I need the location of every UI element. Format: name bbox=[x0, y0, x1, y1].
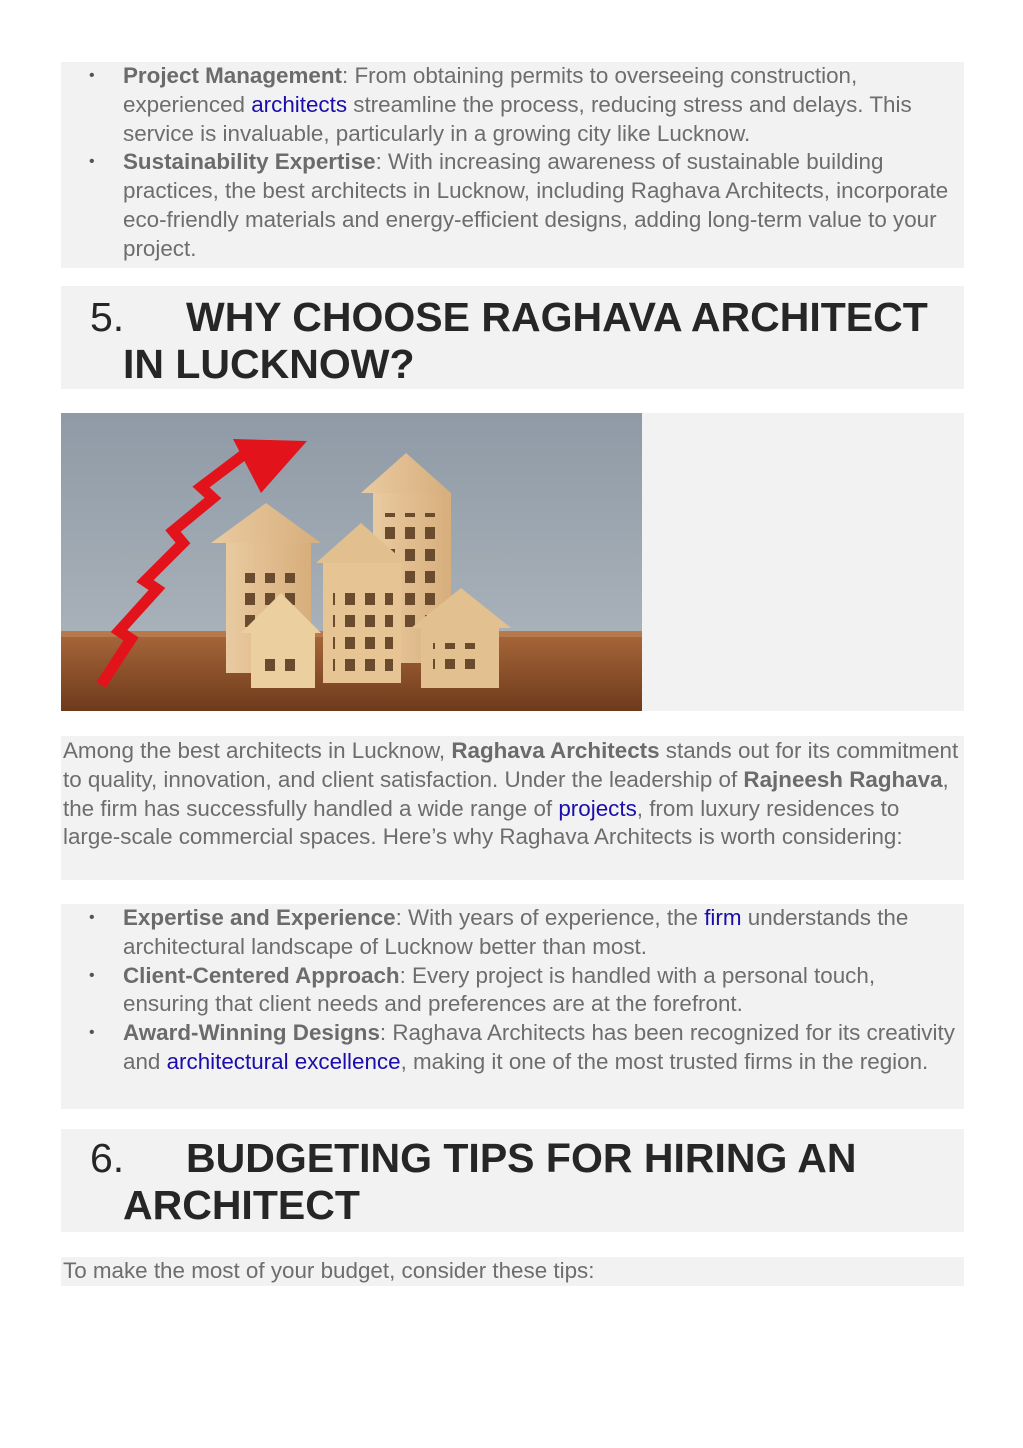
list-item bbox=[61, 62, 964, 148]
bullet-list bbox=[61, 62, 964, 264]
intro-text: , the firm has successfully handled a wide range of bbox=[63, 766, 949, 821]
section-heading bbox=[61, 286, 964, 388]
intro-paragraph bbox=[61, 736, 964, 852]
intro-text: stands out for its commitment to quality, innovation, and client satisfaction. Under the leadership of bbox=[63, 738, 959, 792]
heading-number: 5. bbox=[90, 294, 125, 340]
bullet-icon: • bbox=[89, 153, 95, 171]
bullet-icon: • bbox=[89, 966, 95, 984]
firm-link[interactable]: firm bbox=[704, 905, 742, 930]
bullet-text: : With increasing awareness of sustainable building practices, the best architects in Lucknow, including Raghava Architects, incorporate eco-friendly materials and energy-efficient designs, adding long-term value to your project. bbox=[123, 149, 949, 261]
bullet-text: understands the architectural landscape of Lucknow better than most. bbox=[123, 905, 909, 959]
list-item bbox=[61, 904, 964, 962]
projects-link[interactable]: projects bbox=[558, 795, 637, 821]
list-item bbox=[61, 1019, 964, 1077]
list-item bbox=[61, 148, 964, 263]
section5-bullets-band bbox=[61, 904, 964, 1109]
bullet-text: streamline the process, reducing stress and delays. This service is invaluable, particularly in a growing city like Lucknow. bbox=[123, 91, 912, 146]
heading6-band bbox=[61, 1129, 964, 1232]
intro-text: , from luxury residences to large-scale commercial spaces. Here’s why Raghava Architects is worth considering: bbox=[63, 795, 903, 850]
bullet-icon: • bbox=[89, 1024, 95, 1042]
bullet-title: Project Management bbox=[123, 63, 342, 88]
heading-number: 6. bbox=[90, 1135, 125, 1181]
bullet-title: Award-Winning Designs bbox=[123, 1020, 380, 1046]
list-item bbox=[61, 962, 964, 1020]
bullet-title: Sustainability Expertise bbox=[123, 149, 376, 175]
heading5-band bbox=[61, 286, 964, 389]
bullet-title: Client-Centered Approach bbox=[123, 962, 400, 988]
wooden-houses-growth-photo bbox=[61, 413, 642, 711]
section-heading bbox=[61, 1129, 964, 1229]
intro-band bbox=[61, 736, 964, 880]
leader-name: Rajneesh Raghava bbox=[743, 766, 943, 792]
bullet-list bbox=[61, 904, 964, 1077]
bullet-text: : From obtaining permits to overseeing construction, experienced bbox=[123, 63, 858, 117]
architects-link[interactable]: architects bbox=[251, 91, 348, 117]
bullet-text: : Raghava Architects has been recognized for its creativity and bbox=[123, 1020, 955, 1074]
intro-text: Among the best architects in Lucknow, bbox=[63, 738, 452, 763]
outro-paragraph: To make the most of your budget, consider these tips: bbox=[63, 1258, 595, 1283]
bullet-title: Expertise and Experience bbox=[123, 905, 396, 930]
bullet-icon: • bbox=[89, 909, 95, 926]
bullet-icon: • bbox=[89, 67, 95, 84]
bullet-text: : Every project is handled with a personal touch, ensuring that client needs and preferences are at the forefront. bbox=[123, 962, 876, 1017]
firm-name: Raghava Architects bbox=[451, 738, 660, 763]
section4-bullets-band bbox=[61, 62, 964, 268]
bullet-text: , making it one of the most trusted firms in the region. bbox=[400, 1048, 929, 1074]
bullet-text: : With years of experience, the bbox=[395, 905, 705, 930]
heading-text: BUDGETING TIPS FOR HIRING AN ARCHITECT bbox=[123, 1135, 857, 1228]
outro-band bbox=[61, 1257, 964, 1286]
architectural-excellence-link[interactable]: architectural excellence bbox=[166, 1048, 401, 1074]
heading-text: WHY CHOOSE RAGHAVA ARCHITECT IN LUCKNOW? bbox=[123, 294, 928, 387]
